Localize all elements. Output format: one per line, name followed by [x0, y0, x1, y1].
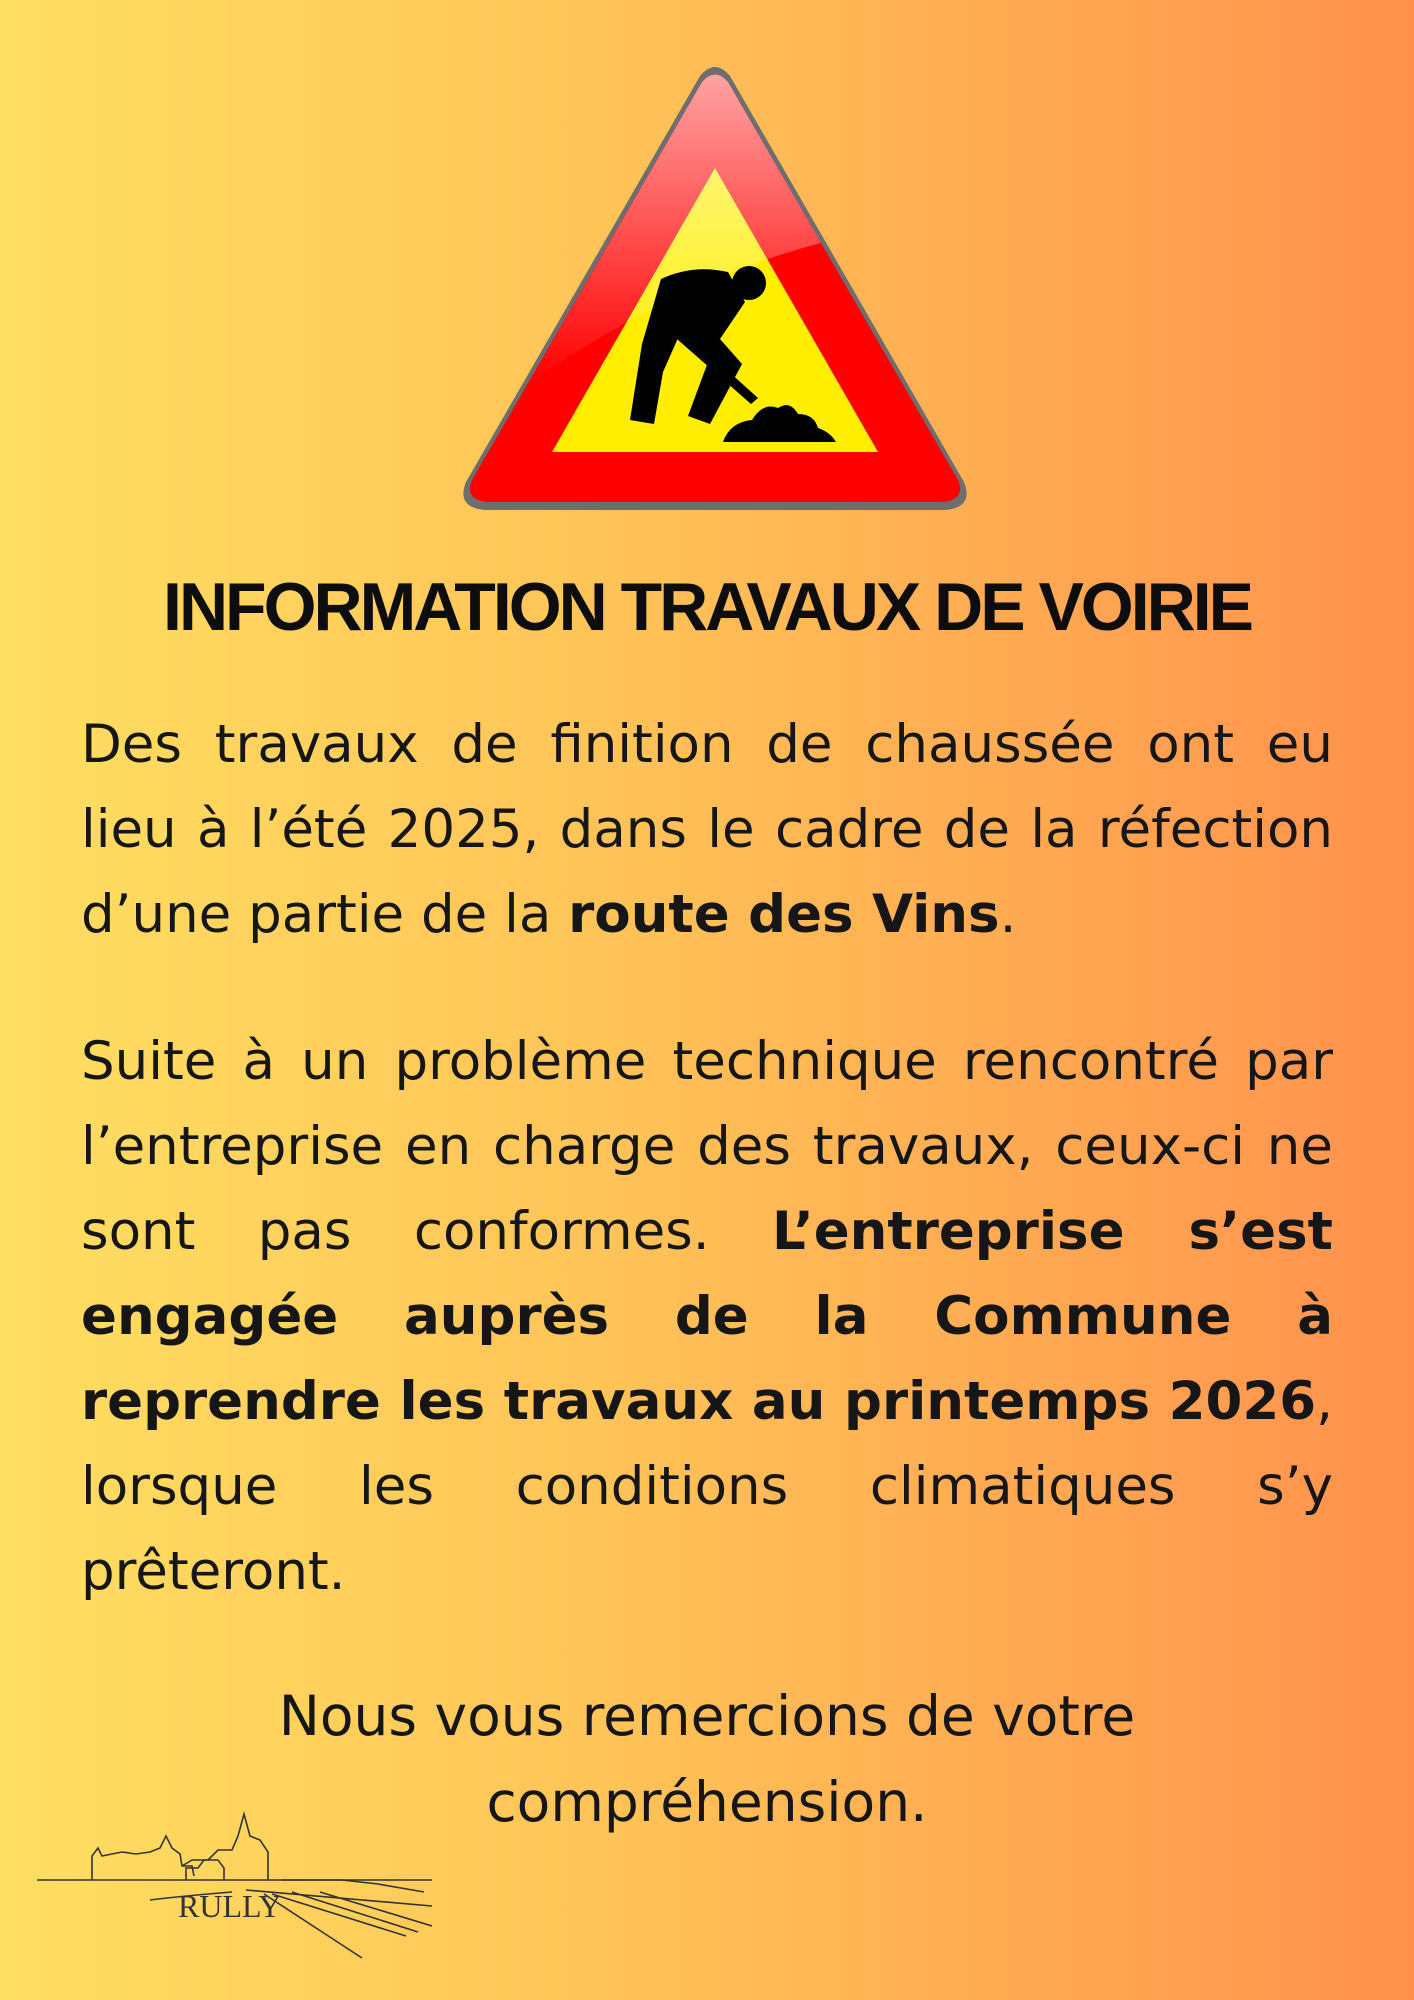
logo-text: RULLY — [178, 1888, 282, 1924]
paragraph-text: Des travaux de finition de chaussée ont eu lieu à l’été 2025, dans le cadre de la réfection d’une partie de la — [81, 714, 1333, 945]
page-title: INFORMATION TRAVAUX DE VOIRIE — [163, 569, 1251, 645]
paragraph-end: . — [999, 884, 1017, 945]
paragraph-highlight: route des Vins — [568, 884, 1000, 945]
roadworks-warning-sign-icon — [458, 62, 972, 518]
paragraph-text: Suite à un problème technique rencontré par l’entreprise en charge des travaux, ceux-ci ne sont pas conformes. — [81, 1031, 1333, 1262]
closing-line-2: compréhension. — [486, 1770, 928, 1834]
closing-line-1: Nous vous remercions de votre — [278, 1684, 1136, 1748]
paragraph-works-summary — [81, 702, 1333, 957]
paragraph-problem-notice — [81, 1019, 1333, 1614]
village-skyline-logo — [32, 1796, 432, 1966]
paragraph-highlight: L’entreprise s’est engagée auprès de la Commune à reprendre les travaux au printemps 2026 — [81, 1201, 1333, 1432]
paragraph-end: , lorsque les conditions climatiques s’y prêteront. — [81, 1371, 1333, 1602]
